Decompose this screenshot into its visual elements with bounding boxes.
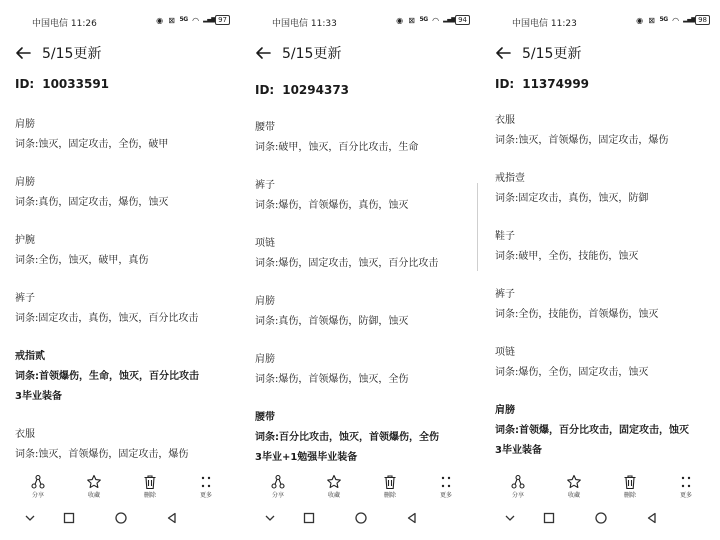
favorite-button[interactable] (314, 474, 354, 500)
hd-signal-icon: 5G (419, 15, 428, 23)
bottom-action-bar (240, 474, 480, 504)
list-item (255, 408, 477, 468)
system-nav-bar (0, 512, 240, 530)
eye-comfort-icon: ◉ (396, 15, 404, 25)
mute-icon: ⊠ (648, 15, 655, 25)
status-bar (0, 14, 240, 30)
item-slot-name: 裤子 (255, 180, 275, 191)
home-icon[interactable] (354, 512, 368, 526)
list-item (495, 285, 717, 325)
delete-label: 删除 (143, 492, 156, 499)
scroll-indicator (477, 183, 478, 271)
trash-icon (622, 474, 638, 490)
note-header (14, 42, 101, 64)
more-dots-icon (678, 474, 694, 490)
trash-icon (382, 474, 398, 490)
note-title: 5/15更新 (42, 46, 102, 62)
list-item (495, 169, 717, 209)
mute-icon: ⊠ (168, 15, 175, 25)
favorite-button[interactable] (554, 474, 594, 500)
list-item (15, 425, 237, 465)
recent-apps-icon[interactable] (543, 512, 555, 524)
bottom-action-bar (0, 474, 240, 504)
item-affixes: 词条:蚀灭，固定攻击，全伤，破甲 (15, 139, 169, 150)
item-slot-name: 戒指壹 (495, 173, 525, 184)
summary-note: 3毕业装备 (15, 391, 62, 402)
eye-comfort-icon: ◉ (156, 15, 164, 25)
summary-note: 3毕业装备 (495, 445, 542, 456)
list-item (255, 234, 477, 274)
clock-time: 11:33 (310, 19, 337, 29)
list-item (495, 227, 717, 267)
recent-apps-icon[interactable] (303, 512, 315, 524)
share-label: 分享 (511, 492, 524, 499)
cell-signal-icon: ▂▄▆ (443, 15, 456, 23)
more-label: 更多 (679, 492, 692, 499)
share-icon (510, 474, 526, 490)
back-triangle-icon[interactable] (646, 512, 658, 524)
equipment-list (255, 118, 477, 486)
recent-apps-icon[interactable] (63, 512, 75, 524)
favorite-label: 收藏 (567, 492, 580, 499)
carrier-name: 中国电信 (272, 19, 309, 29)
star-icon (326, 474, 342, 490)
share-icon (30, 474, 46, 490)
chevron-down-icon[interactable] (264, 512, 276, 524)
id-label: ID: (255, 83, 275, 97)
item-slot-name: 肩膀 (255, 296, 275, 307)
id-label: ID: (15, 77, 35, 91)
share-button[interactable] (498, 474, 538, 500)
item-affixes: 词条:蚀灭，首领爆伤，固定攻击，爆伤 (495, 135, 669, 146)
item-affixes: 词条:蚀灭，首领爆伤，固定攻击，爆伤 (15, 449, 189, 460)
item-affixes: 词条:首领爆伤，生命，蚀灭，百分比攻击 (15, 371, 199, 382)
wifi-icon: ◠ (192, 15, 200, 25)
battery-indicator: 98 (695, 15, 710, 25)
item-affixes: 词条:爆伤，首领爆伤，蚀灭，全伤 (255, 374, 409, 385)
summary-note: 3毕业+1勉强毕业装备 (255, 452, 358, 463)
list-item (495, 111, 717, 151)
back-triangle-icon[interactable] (406, 512, 418, 524)
item-affixes: 词条:全伤，蚀灭，破甲，真伤 (15, 255, 149, 266)
favorite-label: 收藏 (87, 492, 100, 499)
item-affixes: 词条:真伤，首领爆伤，防御，蚀灭 (255, 316, 409, 327)
phone-screen-3 (480, 0, 720, 540)
battery-indicator: 94 (455, 15, 470, 25)
back-triangle-icon[interactable] (166, 512, 178, 524)
share-icon (270, 474, 286, 490)
item-slot-name: 肩膀 (255, 354, 275, 365)
equipment-list (495, 111, 717, 479)
list-item (15, 347, 237, 407)
item-affixes: 词条:破甲，蚀灭，百分比攻击，生命 (255, 142, 419, 153)
share-button[interactable] (18, 474, 58, 500)
favorite-label: 收藏 (327, 492, 340, 499)
more-dots-icon (198, 474, 214, 490)
chevron-down-icon[interactable] (24, 512, 36, 524)
item-slot-name: 肩膀 (495, 405, 515, 416)
back-arrow-icon[interactable] (254, 44, 272, 62)
list-item (495, 343, 717, 383)
item-affixes: 词条:破甲，全伤，技能伤，蚀灭 (495, 251, 639, 262)
system-nav-bar (240, 512, 480, 530)
home-icon[interactable] (114, 512, 128, 526)
item-slot-name: 项链 (255, 238, 275, 249)
trash-icon (142, 474, 158, 490)
phone-screen-1 (0, 0, 240, 540)
more-dots-icon (438, 474, 454, 490)
note-header (494, 42, 581, 64)
list-item (15, 173, 237, 213)
wifi-icon: ◠ (672, 15, 680, 25)
item-affixes: 词条:真伤，固定攻击，爆伤，蚀灭 (15, 197, 169, 208)
back-arrow-icon[interactable] (494, 44, 512, 62)
list-item (15, 231, 237, 271)
item-affixes: 词条:百分比攻击，蚀灭，首领爆伤，全伤 (255, 432, 439, 443)
clock-time: 11:23 (550, 19, 577, 29)
item-slot-name: 戒指贰 (15, 351, 45, 362)
item-slot-name: 肩膀 (15, 177, 35, 188)
status-bar (240, 14, 480, 30)
item-affixes: 词条:固定攻击，真伤，蚀灭，百分比攻击 (15, 313, 199, 324)
carrier-name: 中国电信 (512, 19, 549, 29)
eye-comfort-icon: ◉ (636, 15, 644, 25)
favorite-button[interactable] (74, 474, 114, 500)
item-affixes: 词条:爆伤，首领爆伤，真伤，蚀灭 (255, 200, 409, 211)
note-title: 5/15更新 (522, 46, 582, 62)
cell-signal-icon: ▂▄▆ (683, 15, 696, 23)
item-slot-name: 裤子 (15, 293, 35, 304)
item-affixes: 词条:爆伤，全伤，固定攻击，蚀灭 (495, 367, 649, 378)
item-affixes: 词条:首领爆，百分比攻击，固定攻击，蚀灭 (495, 425, 689, 436)
item-slot-name: 衣服 (495, 115, 515, 126)
list-item (255, 292, 477, 332)
mute-icon: ⊠ (408, 15, 415, 25)
battery-indicator: 97 (215, 15, 230, 25)
phone-screen-2 (240, 0, 480, 540)
list-item (255, 118, 477, 158)
id-value: 10033591 (42, 77, 110, 91)
list-item (495, 401, 717, 461)
back-arrow-icon[interactable] (14, 44, 32, 62)
id-value: 11374999 (522, 77, 590, 91)
delete-label: 删除 (383, 492, 396, 499)
item-slot-name: 肩膀 (15, 119, 35, 130)
equipment-list (15, 115, 237, 483)
carrier-name: 中国电信 (32, 19, 69, 29)
item-slot-name: 腰带 (255, 412, 275, 423)
account-id-line (255, 83, 349, 97)
list-item (255, 176, 477, 216)
id-label: ID: (495, 77, 515, 91)
status-bar (480, 14, 720, 30)
item-affixes: 词条:全伤，技能伤，首领爆伤，蚀灭 (495, 309, 659, 320)
star-icon (566, 474, 582, 490)
more-button[interactable] (186, 474, 226, 500)
item-slot-name: 裤子 (495, 289, 515, 300)
wifi-icon: ◠ (432, 15, 440, 25)
list-item (15, 115, 237, 155)
more-label: 更多 (439, 492, 452, 499)
note-header (254, 42, 341, 64)
bottom-action-bar (480, 474, 720, 504)
item-affixes: 词条:固定攻击，真伤，蚀灭，防御 (495, 193, 649, 204)
more-label: 更多 (199, 492, 212, 499)
id-value: 10294373 (282, 83, 350, 97)
clock-time: 11:26 (70, 19, 97, 29)
home-icon[interactable] (594, 512, 608, 526)
item-affixes: 词条:爆伤，固定攻击，蚀灭，百分比攻击 (255, 258, 439, 269)
item-slot-name: 衣服 (15, 429, 35, 440)
item-slot-name: 腰带 (255, 122, 275, 133)
cell-signal-icon: ▂▄▆ (203, 15, 216, 23)
hd-signal-icon: 5G (659, 15, 668, 23)
account-id-line (15, 77, 109, 91)
more-button[interactable] (426, 474, 466, 500)
item-slot-name: 鞋子 (495, 231, 515, 242)
chevron-down-icon[interactable] (504, 512, 516, 524)
list-item (255, 350, 477, 390)
account-id-line (495, 77, 589, 91)
star-icon (86, 474, 102, 490)
more-button[interactable] (666, 474, 706, 500)
delete-label: 删除 (623, 492, 636, 499)
share-button[interactable] (258, 474, 298, 500)
system-nav-bar (480, 512, 720, 530)
delete-button[interactable] (610, 474, 650, 500)
note-title: 5/15更新 (282, 46, 342, 62)
item-slot-name: 项链 (495, 347, 515, 358)
share-label: 分享 (271, 492, 284, 499)
list-item (15, 289, 237, 329)
share-label: 分享 (31, 492, 44, 499)
delete-button[interactable] (130, 474, 170, 500)
item-slot-name: 护腕 (15, 235, 35, 246)
hd-signal-icon: 5G (179, 15, 188, 23)
delete-button[interactable] (370, 474, 410, 500)
